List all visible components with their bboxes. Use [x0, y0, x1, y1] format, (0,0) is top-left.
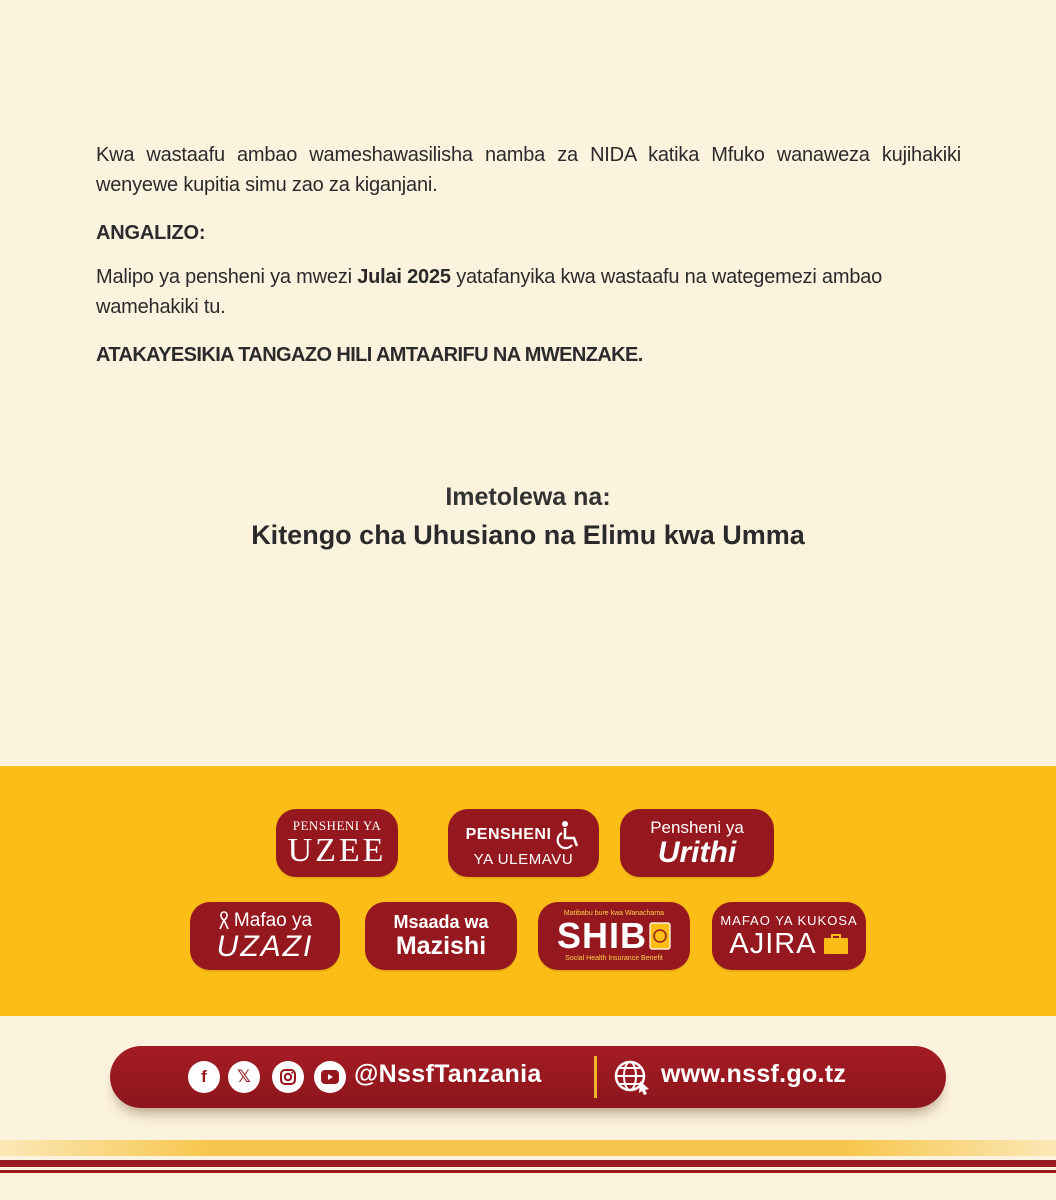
bottom-red-stripe [0, 1160, 1056, 1167]
paragraph-payment [96, 262, 961, 322]
badge-shib [538, 902, 690, 970]
badge-shib-top: Matibabu bure kwa Wanachama [563, 910, 665, 917]
badge-mafao-uzazi [190, 902, 340, 970]
bottom-gold-stripe [0, 1140, 1056, 1156]
wheelchair-icon [555, 820, 581, 850]
badge-uzee-top: PENSHENI YA [292, 817, 382, 833]
badge-uzazi-main: UZAZI [216, 930, 314, 963]
payment-month: Julai 2025 [357, 266, 451, 288]
badge-ajira-main: AJIRA [729, 927, 817, 960]
share-notice: ATAKAYESIKIA TANGAZO HILI AMTAARIFU NA MWENZAKE. [96, 344, 643, 366]
social-divider [594, 1056, 597, 1098]
bottom-red-thin-stripe [0, 1170, 1056, 1173]
social-bar [110, 1046, 946, 1108]
badge-uzazi-row [218, 910, 312, 930]
badge-shib-row [556, 915, 671, 956]
badge-uzee-main: UZEE [287, 831, 387, 869]
badge-ulemavu-top: PENSHENI [465, 825, 552, 843]
badge-urithi-main: Urithi [657, 835, 737, 869]
instagram-glyph [279, 1068, 297, 1086]
badge-shib-bottom: Social Health Insurance Benefit [565, 955, 663, 962]
payment-text-pre: Malipo ya pensheni ya mwezi [96, 266, 358, 288]
benefits-band [0, 766, 1056, 1016]
badge-mafao-ajira [712, 902, 866, 970]
payment-text-post: yatafanyika kwa wastaafu na wategemezi ambao wamehakiki tu. [96, 266, 883, 318]
badge-urithi-top: Pensheni ya [650, 817, 744, 837]
announcement-body [96, 140, 961, 370]
website-link[interactable]: www.nssf.go.tz [661, 1060, 847, 1088]
badge-ulemavu-main: YA ULEMAVU [473, 850, 574, 868]
badge-uzazi-top: Mafao ya [233, 909, 313, 931]
angalizo-heading: ANGALIZO: [96, 222, 206, 244]
badge-ulemavu-row [466, 820, 582, 850]
badge-pensheni-urithi [620, 809, 774, 877]
badge-pensheni-ulemavu [448, 809, 599, 877]
badge-shib-main: SHIB [556, 915, 647, 956]
issued-by-unit: Kitengo cha Uhusiano na Elimu kwa Umma [251, 520, 805, 550]
x-icon[interactable]: 𝕏 [228, 1061, 260, 1093]
instagram-icon[interactable] [272, 1061, 304, 1093]
youtube-glyph [321, 1070, 339, 1084]
badge-ajira-top: MAFAO YA KUKOSA [720, 912, 858, 928]
globe-icon [613, 1059, 653, 1095]
badge-mazishi-top: Msaada wa [393, 912, 489, 932]
social-handle[interactable]: @NssfTanzania [354, 1060, 542, 1088]
ribbon-icon [218, 910, 230, 930]
badge-pensheni-uzee [276, 809, 398, 877]
facebook-icon[interactable]: f [188, 1061, 220, 1093]
badge-ajira-row [729, 927, 848, 960]
youtube-icon[interactable] [314, 1061, 346, 1093]
badge-mazishi-main: Mazishi [395, 932, 487, 960]
briefcase-icon [823, 933, 849, 955]
seal-icon [649, 922, 671, 950]
issued-by-label: Imetolewa na: [445, 483, 611, 511]
paragraph-verification: Kwa wastaafu ambao wameshawasilisha namba za NIDA katika Mfuko wanaweza kujihakiki wenyewe kupitia simu zao za kiganjani. [96, 144, 961, 196]
badge-msaada-mazishi [365, 902, 517, 970]
